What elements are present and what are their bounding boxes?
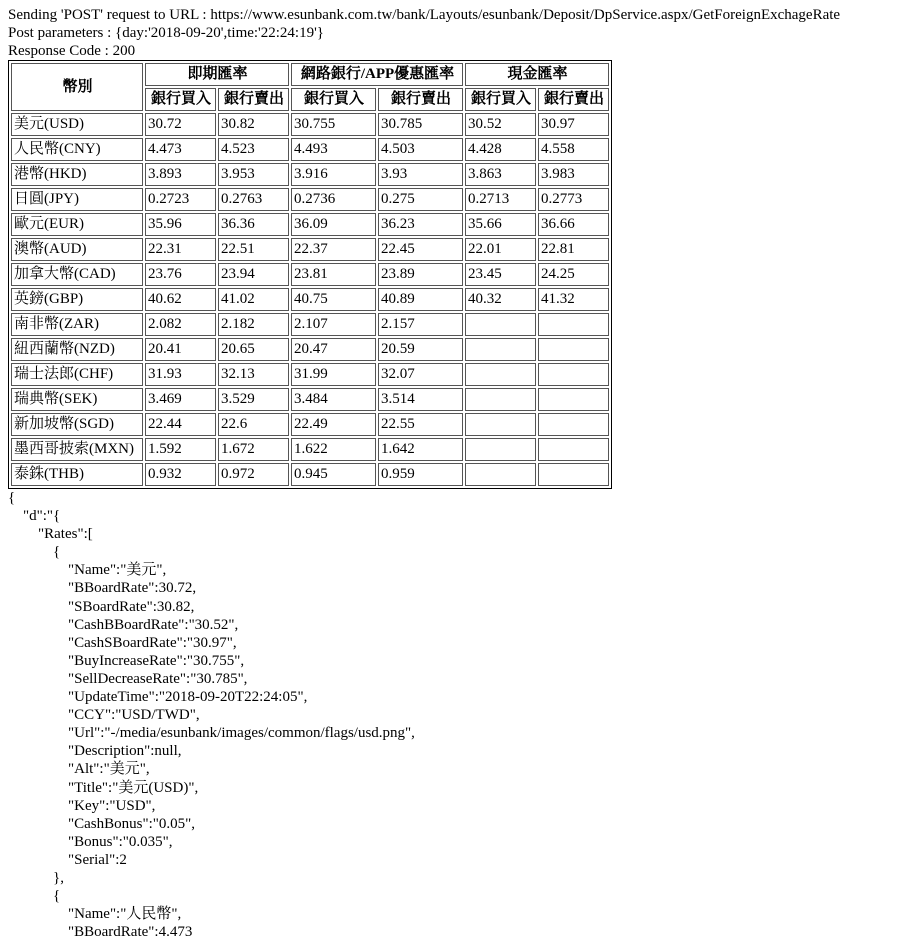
json-line: "Name":"美元",: [8, 562, 167, 579]
cash-sell-cell: [538, 463, 609, 486]
online-sell-header: 銀行賣出: [378, 88, 463, 111]
json-line: {: [8, 490, 16, 506]
online-buy-cell: 36.09: [291, 213, 376, 236]
online-buy-cell: 0.945: [291, 463, 376, 486]
json-line: "UpdateTime":"2018-09-20T22:24:05",: [8, 689, 308, 706]
spot-buy-cell: 40.62: [145, 288, 216, 311]
online-buy-cell: 3.916: [291, 163, 376, 186]
cash-buy-cell: [465, 338, 536, 361]
currency-cell: 紐西蘭幣(NZD): [11, 338, 143, 361]
json-line: "CashSBoardRate":"30.97",: [8, 634, 237, 651]
table-row: [11, 163, 609, 186]
cash-buy-cell: 4.428: [465, 138, 536, 161]
currency-cell: 墨西哥披索(MXN): [11, 438, 143, 461]
request-url-line: Sending 'POST' request to URL : https://www.esunbank.com.tw/bank/Layouts/esunbank/Deposit/DpService.aspx/GetForeignExchageRate: [8, 7, 841, 23]
table-row: [11, 338, 609, 361]
online-buy-cell: 22.49: [291, 413, 376, 436]
json-line: "Description":null,: [8, 743, 182, 760]
spot-buy-cell: 22.44: [145, 413, 216, 436]
cash-sell-cell: 24.25: [538, 263, 609, 286]
json-line: },: [8, 869, 64, 886]
json-line: "Rates":[: [8, 526, 93, 543]
spot-buy-cell: 2.082: [145, 313, 216, 336]
spot-buy-cell: 3.469: [145, 388, 216, 411]
online-rate-header: 網路銀行/APP優惠匯率: [291, 63, 463, 86]
online-sell-cell: 1.642: [378, 438, 463, 461]
cash-buy-header: 銀行買入: [465, 88, 536, 111]
spot-sell-cell: 41.02: [218, 288, 289, 311]
cash-buy-cell: 0.2713: [465, 188, 536, 211]
table-row: [11, 438, 609, 461]
cash-sell-cell: 41.32: [538, 288, 609, 311]
cash-buy-cell: 30.52: [465, 113, 536, 136]
cash-sell-cell: 22.81: [538, 238, 609, 261]
currency-cell: 瑞典幣(SEK): [11, 388, 143, 411]
cash-buy-cell: 40.32: [465, 288, 536, 311]
spot-sell-cell: 1.672: [218, 438, 289, 461]
online-buy-cell: 2.107: [291, 313, 376, 336]
currency-header: 幣別: [11, 63, 143, 111]
json-line: "SBoardRate":30.82,: [8, 598, 195, 615]
table-row: [11, 413, 609, 436]
cash-sell-cell: 3.983: [538, 163, 609, 186]
json-line: "BBoardRate":4.473: [8, 924, 193, 941]
currency-cell: 美元(USD): [11, 113, 143, 136]
json-line: "Key":"USD",: [8, 797, 156, 814]
table-row: [11, 263, 609, 286]
json-line: "Url":"-/media/esunbank/images/common/flags/usd.png",: [8, 725, 415, 742]
response-code-line: Response Code : 200: [8, 43, 136, 59]
online-sell-cell: 36.23: [378, 213, 463, 236]
online-buy-header: 銀行買入: [291, 88, 376, 111]
cash-sell-cell: [538, 338, 609, 361]
cash-buy-cell: [465, 363, 536, 386]
table-row: [11, 188, 609, 211]
cash-sell-cell: 0.2773: [538, 188, 609, 211]
spot-sell-cell: 30.82: [218, 113, 289, 136]
spot-sell-cell: 22.51: [218, 238, 289, 261]
table-row: [11, 138, 609, 161]
spot-buy-cell: 22.31: [145, 238, 216, 261]
spot-sell-cell: 2.182: [218, 313, 289, 336]
json-line: "Serial":2: [8, 851, 127, 868]
cash-sell-cell: [538, 363, 609, 386]
json-line: "d":"{: [8, 508, 61, 525]
cash-sell-cell: [538, 388, 609, 411]
spot-buy-cell: 0.932: [145, 463, 216, 486]
cash-sell-cell: [538, 313, 609, 336]
json-line: "BuyIncreaseRate":"30.755",: [8, 652, 245, 669]
spot-sell-cell: 32.13: [218, 363, 289, 386]
cash-sell-cell: [538, 413, 609, 436]
currency-cell: 歐元(EUR): [11, 213, 143, 236]
spot-sell-cell: 22.6: [218, 413, 289, 436]
online-buy-cell: 4.493: [291, 138, 376, 161]
json-line: "CashBonus":"0.05",: [8, 815, 196, 832]
currency-cell: 南非幣(ZAR): [11, 313, 143, 336]
currency-cell: 泰銖(THB): [11, 463, 143, 486]
currency-cell: 港幣(HKD): [11, 163, 143, 186]
cash-sell-cell: [538, 438, 609, 461]
online-buy-cell: 22.37: [291, 238, 376, 261]
json-line: "CCY":"USD/TWD",: [8, 707, 200, 724]
cash-buy-cell: 35.66: [465, 213, 536, 236]
spot-sell-cell: 3.953: [218, 163, 289, 186]
spot-buy-cell: 20.41: [145, 338, 216, 361]
online-buy-cell: 40.75: [291, 288, 376, 311]
table-row: [11, 363, 609, 386]
spot-buy-cell: 4.473: [145, 138, 216, 161]
cash-sell-cell: 36.66: [538, 213, 609, 236]
spot-sell-cell: 23.94: [218, 263, 289, 286]
spot-sell-cell: 0.972: [218, 463, 289, 486]
online-sell-cell: 3.514: [378, 388, 463, 411]
table-row: [11, 463, 609, 486]
spot-buy-cell: 1.592: [145, 438, 216, 461]
online-sell-cell: 4.503: [378, 138, 463, 161]
online-buy-cell: 0.2736: [291, 188, 376, 211]
cash-buy-cell: [465, 438, 536, 461]
json-line: "SellDecreaseRate":"30.785",: [8, 670, 248, 687]
table-row: [11, 213, 609, 236]
spot-sell-cell: 3.529: [218, 388, 289, 411]
currency-cell: 日圓(JPY): [11, 188, 143, 211]
cash-buy-cell: [465, 463, 536, 486]
online-buy-cell: 31.99: [291, 363, 376, 386]
json-line: {: [8, 888, 61, 905]
cash-sell-cell: 30.97: [538, 113, 609, 136]
online-sell-cell: 23.89: [378, 263, 463, 286]
cash-sell-header: 銀行賣出: [538, 88, 609, 111]
currency-cell: 人民幣(CNY): [11, 138, 143, 161]
online-buy-cell: 20.47: [291, 338, 376, 361]
online-buy-cell: 30.755: [291, 113, 376, 136]
online-sell-cell: 0.275: [378, 188, 463, 211]
online-sell-cell: 32.07: [378, 363, 463, 386]
spot-buy-cell: 35.96: [145, 213, 216, 236]
json-line: "Bonus":"0.035",: [8, 833, 173, 850]
table-row: [11, 388, 609, 411]
json-line: "Title":"美元(USD)",: [8, 779, 199, 796]
spot-buy-cell: 3.893: [145, 163, 216, 186]
online-sell-cell: 20.59: [378, 338, 463, 361]
table-row: [11, 113, 609, 136]
currency-cell: 加拿大幣(CAD): [11, 263, 143, 286]
spot-buy-header: 銀行買入: [145, 88, 216, 111]
currency-cell: 英鎊(GBP): [11, 288, 143, 311]
online-sell-cell: 2.157: [378, 313, 463, 336]
spot-buy-cell: 31.93: [145, 363, 216, 386]
spot-sell-cell: 20.65: [218, 338, 289, 361]
table-row: [11, 238, 609, 261]
online-sell-cell: 0.959: [378, 463, 463, 486]
online-sell-cell: 22.45: [378, 238, 463, 261]
online-buy-cell: 1.622: [291, 438, 376, 461]
online-sell-cell: 22.55: [378, 413, 463, 436]
spot-buy-cell: 23.76: [145, 263, 216, 286]
spot-sell-header: 銀行賣出: [218, 88, 289, 111]
currency-cell: 瑞士法郎(CHF): [11, 363, 143, 386]
cash-buy-cell: [465, 413, 536, 436]
online-sell-cell: 3.93: [378, 163, 463, 186]
json-line: "Name":"人民幣",: [8, 906, 182, 923]
online-sell-cell: 30.785: [378, 113, 463, 136]
cash-buy-cell: 3.863: [465, 163, 536, 186]
json-line: "BBoardRate":30.72,: [8, 580, 197, 597]
exchange-rate-table: [8, 60, 612, 489]
cash-rate-header: 現金匯率: [465, 63, 609, 86]
table-row: [11, 288, 609, 311]
spot-buy-cell: 30.72: [145, 113, 216, 136]
cash-sell-cell: 4.558: [538, 138, 609, 161]
json-response-body: [8, 489, 896, 941]
cash-buy-cell: 22.01: [465, 238, 536, 261]
cash-buy-cell: [465, 388, 536, 411]
json-line: "Alt":"美元",: [8, 761, 150, 778]
spot-rate-header: 即期匯率: [145, 63, 289, 86]
cash-buy-cell: 23.45: [465, 263, 536, 286]
spot-buy-cell: 0.2723: [145, 188, 216, 211]
table-body: [11, 113, 609, 486]
online-buy-cell: 3.484: [291, 388, 376, 411]
spot-sell-cell: 36.36: [218, 213, 289, 236]
online-buy-cell: 23.81: [291, 263, 376, 286]
online-sell-cell: 40.89: [378, 288, 463, 311]
post-parameters-line: Post parameters : {day:'2018-09-20',time:'22:24:19'}: [8, 25, 324, 41]
table-row: [11, 313, 609, 336]
spot-sell-cell: 4.523: [218, 138, 289, 161]
json-line: {: [8, 544, 61, 561]
table-header-row: [11, 63, 609, 86]
cash-buy-cell: [465, 313, 536, 336]
spot-sell-cell: 0.2763: [218, 188, 289, 211]
currency-cell: 新加坡幣(SGD): [11, 413, 143, 436]
currency-cell: 澳幣(AUD): [11, 238, 143, 261]
json-line: "CashBBoardRate":"30.52",: [8, 616, 239, 633]
